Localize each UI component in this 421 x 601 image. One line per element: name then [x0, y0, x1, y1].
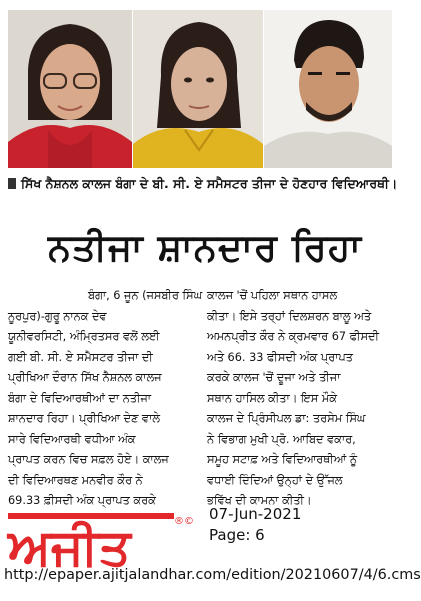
article-line: ਕਾਲਜ 'ਚੋਂ ਪਹਿਲਾ ਸਥਾਨ ਹਾਸਲ — [207, 289, 338, 302]
caption-text: ਸਿੱਖ ਨੈਸ਼ਨਲ ਕਾਲਜ ਬੰਗਾ ਦੇ ਬੀ. ਸੀ. ਏ ਸਮੈਸਟਰ ਤੀਜਾ ਦੇ ਹੋਣਹਾਰ ਵਿਦਿਆਰਥੀ। — [21, 176, 398, 191]
page-number: Page: 6 — [209, 526, 265, 544]
article-column-right — [207, 286, 401, 512]
masthead-logo — [6, 508, 194, 576]
article-line: ਸਥਾਨ ਹਾਸਿਲ ਕੀਤਾ। ਇਸ ਮੌਕੇ — [207, 391, 337, 405]
article-line: ਪ੍ਰੀਖਿਆ ਦੌਰਾਨ ਸਿੱਖ ਨੈਸ਼ਨਲ ਕਾਲਜ — [8, 371, 162, 384]
article-line: ਯੂਨੀਵਰਸਿਟੀ, ਅੰਮ੍ਰਿਤਸਰ ਵਲੋਂ ਲਈ — [8, 330, 160, 343]
article-line: ਦੀ ਵਿਦਿਆਰਥਣ ਮਨਵੀਰ ਕੌਰ ਨੇ — [8, 473, 143, 487]
article-line: 69.33 ਫ਼ੀਸਦੀ ਅੰਕ ਪ੍ਰਾਪਤ ਕਰਕੇ — [8, 494, 156, 507]
article-column-left — [8, 286, 202, 512]
article-line: ਅਤੇ 66. 33 ਫੀਸਦੀ ਅੰਕ ਪ੍ਰਾਪਤ — [207, 350, 353, 364]
masthead-name: ਅਜੀਤ — [8, 518, 131, 576]
source-url[interactable]: http://epaper.ajitjalandhar.com/edition/20210607/4/6.cms — [4, 567, 421, 583]
article-line: ਗਈ ਬੀ. ਸੀ. ਏ ਸਮੈਸਟਰ ਤੀਜਾ ਦੀ — [8, 350, 153, 364]
article-line: ਅਮਨਪ੍ਰੀਤ ਕੌਰ ਨੇ ਕ੍ਰਮਵਾਰ 67 ਫੀਸਦੀ — [207, 330, 379, 343]
caption-bullet — [8, 178, 16, 189]
article-line: ਕਾਲਜ ਦੇ ਪ੍ਰਿੰਸੀਪਲ ਡਾ: ਤਰਸੇਮ ਸਿੰਘ — [207, 412, 366, 425]
article-line: ਵਧਾਈ ਦਿੰਦਿਆਂ ਉਨ੍ਹਾਂ ਦੇ ਉੱਜਲ — [207, 473, 343, 487]
article-line: ਨੇ ਵਿਭਾਗ ਮੁਖੀ ਪ੍ਰੋ. ਆਬਿਦ ਵਕਾਰ, — [207, 432, 356, 446]
article-line: ਨੂਰਪੁਰ)-ਗੁਰੂ ਨਾਨਕ ਦੇਵ — [8, 309, 107, 323]
edition-date: 07-Jun-2021 — [209, 505, 302, 523]
article-line: ਬੰਗਾ ਦੇ ਵਿਦਿਆਰਥੀਆਂ ਦਾ ਨਤੀਜਾ — [8, 391, 152, 405]
student-photo-1 — [8, 10, 132, 168]
article-line: ਕੀਤਾ। ਇਸੇ ਤਰ੍ਹਾਂ ਦਿਲਸ਼ਰਨ ਬਾਲੂ ਅਤੇ — [207, 309, 372, 323]
headline: ਨਤੀਜਾ ਸ਼ਾਨਦਾਰ ਰਿਹਾ — [48, 226, 362, 269]
article-line: ਸ਼ਾਨਦਾਰ ਰਿਹਾ। ਪ੍ਰੀਖਿਆ ਦੇਣ ਵਾਲੇ — [8, 412, 160, 425]
article-line: ਸਮੂਹ ਸਟਾਫ਼ ਅਤੇ ਵਿਦਿਆਰਥੀਆਂ ਨੂੰ — [207, 453, 357, 466]
student-photo-3 — [264, 10, 392, 168]
photo-caption — [8, 174, 400, 194]
article-line: ਬੰਗਾ, 6 ਜੂਨ (ਜਸਬੀਰ ਸਿੰਘ — [87, 289, 202, 302]
article-line: ਪ੍ਰਾਪਤ ਕਰਨ ਵਿਚ ਸਫ਼ਲ ਹੋਏ। ਕਾਲਜ — [8, 453, 169, 466]
article-line: ਭਵਿੱਖ ਦੀ ਕਾਮਨਾ ਕੀਤੀ। — [207, 494, 312, 507]
article-line: ਕਰਕੇ ਕਾਲਜ 'ਚੋਂ ਦੂਜਾ ਅਤੇ ਤੀਜਾ — [207, 371, 341, 384]
article-line: ਸਾਰੇ ਵਿਦਿਆਰਥੀ ਵਧੀਆ ਅੰਕ — [8, 432, 136, 446]
masthead-registered-mark: ®© — [174, 516, 194, 527]
student-photo-2 — [133, 10, 263, 168]
